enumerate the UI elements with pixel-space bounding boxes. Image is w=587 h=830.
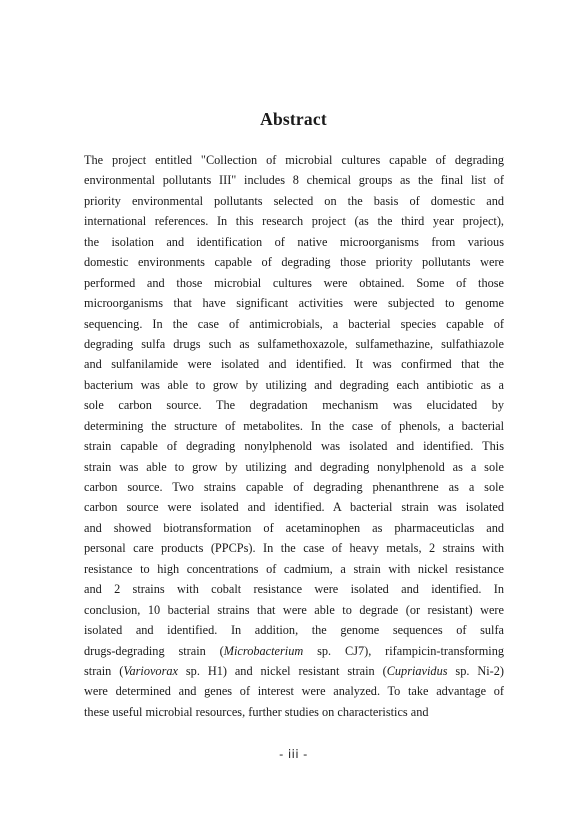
text-line: isolated and identified. In addition, the genome sequences of sulfa: [84, 623, 504, 638]
text-line: the isolation and identification of native microorganisms from various: [84, 234, 504, 249]
text-line: bacterium was able to grow by utilizing and degrading each antibiotic as a: [84, 377, 504, 392]
text-line: microorganisms that have significant activities were subjected to genome: [84, 296, 504, 311]
text-line: sole carbon source. The degradation mechanism was elucidated by: [84, 398, 504, 413]
abstract-body: [84, 150, 504, 722]
text-line: were determined and genes of interest were analyzed. To take advantage of: [84, 684, 504, 699]
text-line: domestic environments capable of degrading those priority pollutants were: [84, 255, 504, 270]
text-line: resistance to high concentrations of cadmium, a strain with nickel resistance: [84, 561, 504, 576]
text-line: international references. In this research project (as the third year project),: [84, 214, 504, 229]
text-line: personal care products (PPCPs). In the case of heavy metals, 2 strains with: [84, 541, 504, 556]
text-line: drugs-degrading strain (Microbacterium sp. CJ7), rifampicin-transforming: [84, 643, 505, 658]
page-number: - iii -: [279, 747, 308, 761]
text-line: priority environmental pollutants selected on the basis of domestic and: [84, 193, 504, 208]
text-line: strain was able to grow by utilizing and degrading nonylphenold as a sole: [84, 459, 504, 474]
text-line: sequencing. In the case of antimicrobials, a bacterial species capable of: [84, 316, 504, 331]
text-line: these useful microbial resources, further studies on characteristics and: [84, 704, 429, 719]
text-line: determining the structure of metabolites. In the case of phenols, a bacterial: [84, 418, 504, 433]
text-line: and sulfanilamide were isolated and identified. It was confirmed that the: [84, 357, 504, 372]
species-name: Cupriavidus: [386, 663, 448, 678]
text-line: carbon source were isolated and identified. A bacterial strain was isolated: [84, 500, 504, 515]
text-line: conclusion, 10 bacterial strains that were able to degrade (or resistant) were: [84, 602, 504, 617]
text-line: strain capable of degrading nonylphenold was isolated and identified. This: [84, 439, 504, 454]
text-line: carbon source. Two strains capable of degrading phenanthrene as a sole: [84, 480, 504, 494]
text-line: degrading sulfa drugs such as sulfamethoxazole, sulfamethazine, sulfathiazole: [84, 336, 504, 351]
text-line: strain (Variovorax sp. H1) and nickel resistant strain (Cupriavidus sp. Ni-2): [84, 663, 504, 678]
text-line: environmental pollutants III" includes 8 chemical groups as the final list of: [84, 173, 504, 188]
text-line: The project entitled "Collection of microbial cultures capable of degrading: [84, 153, 504, 167]
page-title: Abstract: [260, 109, 327, 129]
species-name: Microbacterium: [223, 643, 304, 658]
text-line: and 2 strains with cobalt resistance were isolated and identified. In: [84, 582, 504, 597]
text-line: and showed biotransformation of acetaminophen as pharmaceuticlas and: [84, 520, 504, 535]
text-line: performed and those microbial cultures were obtained. Some of those: [84, 275, 504, 290]
species-name: Variovorax: [123, 663, 178, 678]
